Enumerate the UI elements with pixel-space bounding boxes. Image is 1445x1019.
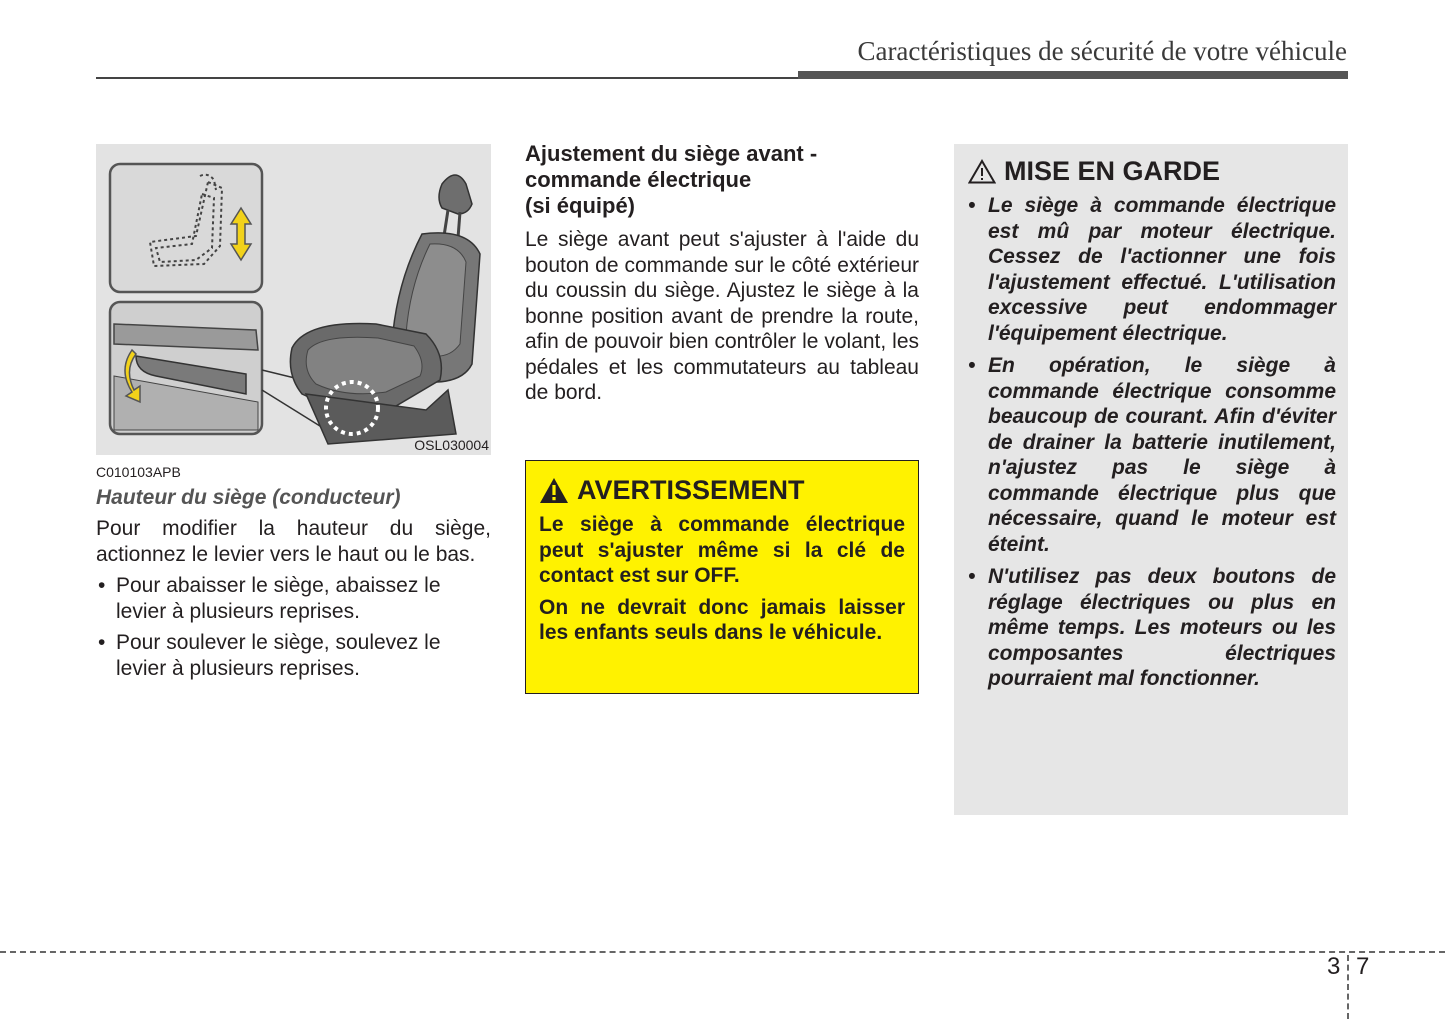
header-rule-accent — [798, 71, 1348, 79]
page-number-divider — [1347, 955, 1349, 1019]
warning-text: Le siège à commande électrique peut s'ajuster même si la clé de contact est sur OFF. — [539, 513, 905, 587]
warning-title-text: AVERTISSEMENT — [577, 475, 805, 505]
figure-code: OSL030004 — [414, 437, 489, 453]
seat-illustration — [96, 144, 491, 455]
page-number: 7 — [1356, 953, 1370, 980]
seat-height-heading: Hauteur du siège (conducteur) — [96, 486, 401, 509]
caution-title — [968, 156, 1336, 187]
list-item: • Le siège à commande électrique est mû par moteur électrique. Cessez de l'actionner une fois l'ajustement effectué. L'utilisation excessive peut endommager l'équipement électrique. — [968, 193, 1336, 346]
warning-triangle-icon — [539, 477, 569, 504]
caution-title-text: MISE EN GARDE — [1004, 156, 1221, 186]
heading-line: (si équipé) — [525, 193, 636, 218]
heading-line: Ajustement du siège avant - — [525, 141, 818, 166]
warning-text: On ne devrait donc jamais laisser les enfants seuls dans le véhicule. — [539, 595, 905, 644]
power-seat-body: Le siège avant peut s'ajuster à l'aide du bouton de commande sur le côté extérieur du coussin du siège. Ajustez le siège à la bonne position avant de prendre la route, afin de pouvoir bien contrôler le volant, les pédales et les commutateurs au tableau de bord. — [525, 228, 919, 404]
seat-height-section — [96, 486, 491, 687]
seat-height-list — [96, 573, 491, 681]
list-item: • Pour soulever le siège, soulevez le levier à plusieurs reprises. — [96, 630, 491, 681]
reference-code: C010103APB — [96, 464, 181, 480]
list-item: • Pour abaisser le siège, abaissez le levier à plusieurs reprises. — [96, 573, 491, 624]
seat-height-intro: Pour modifier la hauteur du siège, actionnez le levier vers le haut ou le bas. — [96, 517, 491, 566]
caution-triangle-icon — [968, 159, 996, 184]
power-seat-heading — [525, 141, 919, 219]
caution-list — [968, 193, 1336, 692]
section-number: 3 — [1327, 953, 1341, 980]
heading-line: commande électrique — [525, 167, 752, 192]
section-title: Caractéristiques de sécurité de votre véhicule — [857, 36, 1347, 66]
seat-drawing — [96, 144, 491, 455]
list-item: • En opération, le siège à commande électrique consomme beaucoup de courant. Afin d'éviter de drainer la batterie inutilement, n'ajustez pas le siège à commande électrique plus que nécessaire, quand le moteur est éteint. — [968, 353, 1336, 557]
list-item: • N'utilisez pas deux boutons de réglage électriques ou plus en même temps. Les moteurs ou les composantes électriques pourraient mal fonctionner. — [968, 564, 1336, 692]
warning-title — [539, 475, 905, 506]
power-seat-section — [525, 141, 919, 406]
footer-divider — [0, 951, 1445, 953]
warning-box — [525, 460, 919, 694]
caution-box — [954, 144, 1348, 815]
